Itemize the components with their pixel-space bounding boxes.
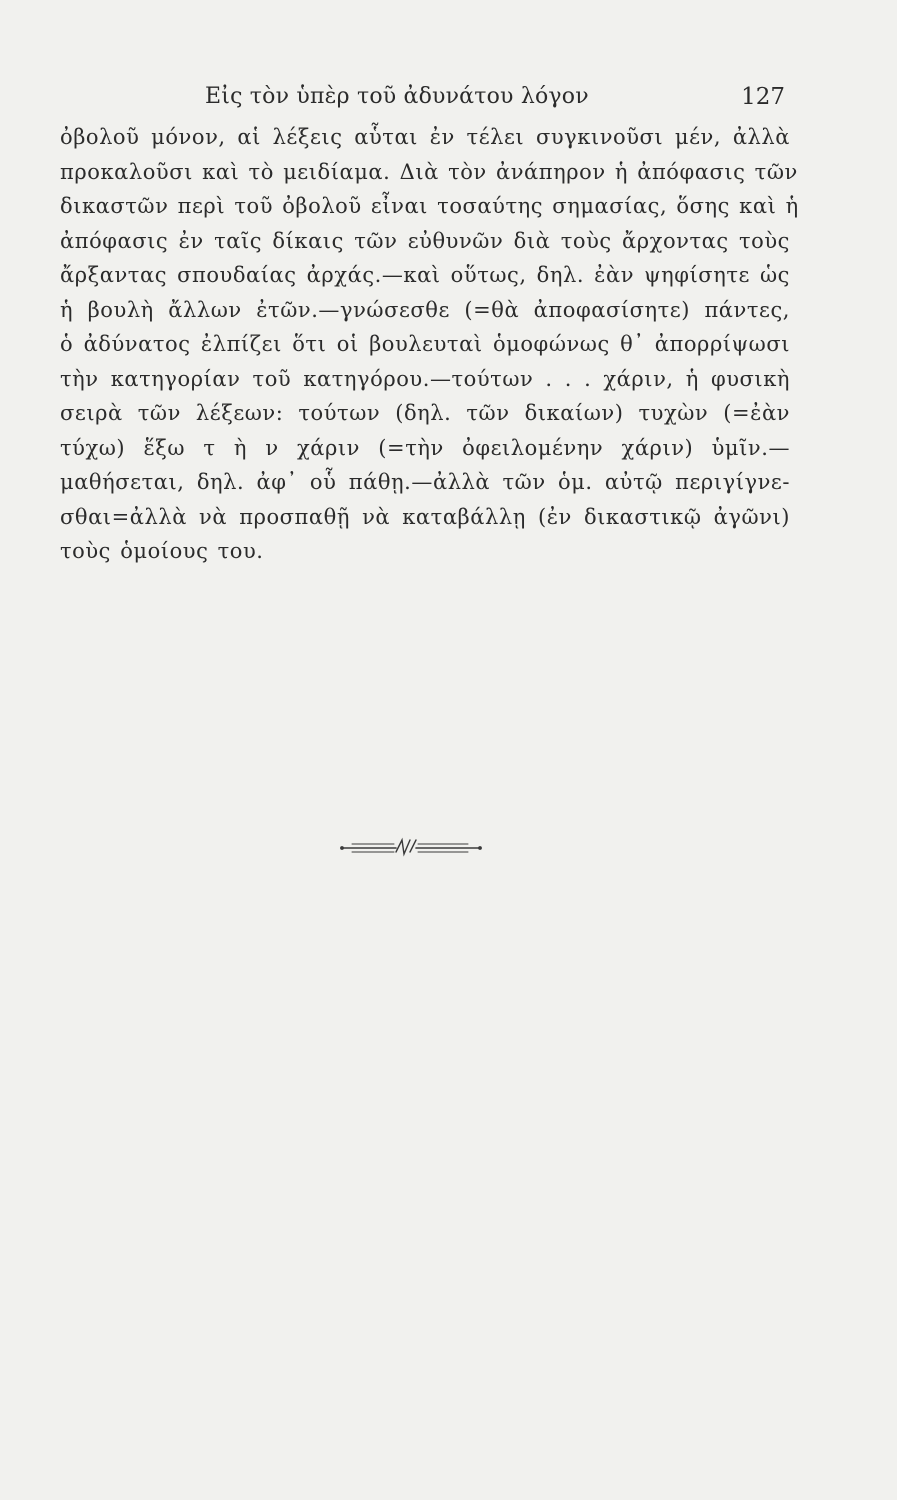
- running-head: [205, 84, 785, 124]
- running-title: Εἰς τὸν ὑπὲρ τοῦ ἀδυνάτου λόγον: [205, 84, 589, 109]
- tailpiece-ornament-icon: [340, 836, 482, 858]
- text-line: ὀβολοῦ μόνον, αἱ λέξεις αὗται ἐν τέλει συγκινοῦσι μέν, ἀλλὰ: [60, 125, 790, 149]
- text-line: τύχω) ἕξω τ ὴ ν χάριν (=τὴν ὀφειλομένην χάριν) ὑμῖν.—: [60, 435, 790, 460]
- text-line: μαθήσεται, δηλ. ἀφ᾽ οὗ πάθῃ.—ἀλλὰ τῶν ὁμ. αὐτῷ περιγίγνε-: [60, 470, 790, 494]
- text-line: ἄρξαντας σπουδαίας ἀρχάς.—καὶ οὕτως, δηλ. ἐὰν ψηφίσητε ὡς: [60, 263, 790, 287]
- text-line: σειρὰ τῶν λέξεων: τούτων (δηλ. τῶν δικαίων) τυχὼν (=ἐὰν: [60, 401, 790, 425]
- text-line: σθαι=ἀλλὰ νὰ προσπαθῇ νὰ καταβάλλῃ (ἐν δικαστικῷ ἀγῶνι): [60, 504, 790, 529]
- text-line: δικαστῶν περὶ τοῦ ὀβολοῦ εἶναι τοσαύτης σημασίας, ὅσης καὶ ἡ: [60, 194, 799, 218]
- text-line: τὴν κατηγορίαν τοῦ κατηγόρου.—τούτων . . . χάριν, ἡ φυσικὴ: [60, 366, 790, 391]
- text-line: ἀπόφασις ἐν ταῖς δίκαις τῶν εὐθυνῶν διὰ τοὺς ἄρχοντας τοὺς: [60, 228, 790, 253]
- text-line: προκαλοῦσι καὶ τὸ μειδίαμα. Διὰ τὸν ἀνάπηρον ἡ ἀπόφασις τῶν: [60, 159, 798, 184]
- page-number: 127: [741, 84, 785, 110]
- text-line: ἡ βουλὴ ἄλλων ἐτῶν.—γνώσεσθε (=θὰ ἀποφασίσητε) πάντες,: [60, 297, 790, 322]
- text-line: ὁ ἀδύνατος ἐλπίζει ὅτι οἱ βουλευταὶ ὁμοφώνως θ᾽ ἀπορρίψωσι: [60, 332, 790, 356]
- text-line: τοὺς ὁμοίους του.: [60, 539, 264, 563]
- body-text: [60, 120, 799, 569]
